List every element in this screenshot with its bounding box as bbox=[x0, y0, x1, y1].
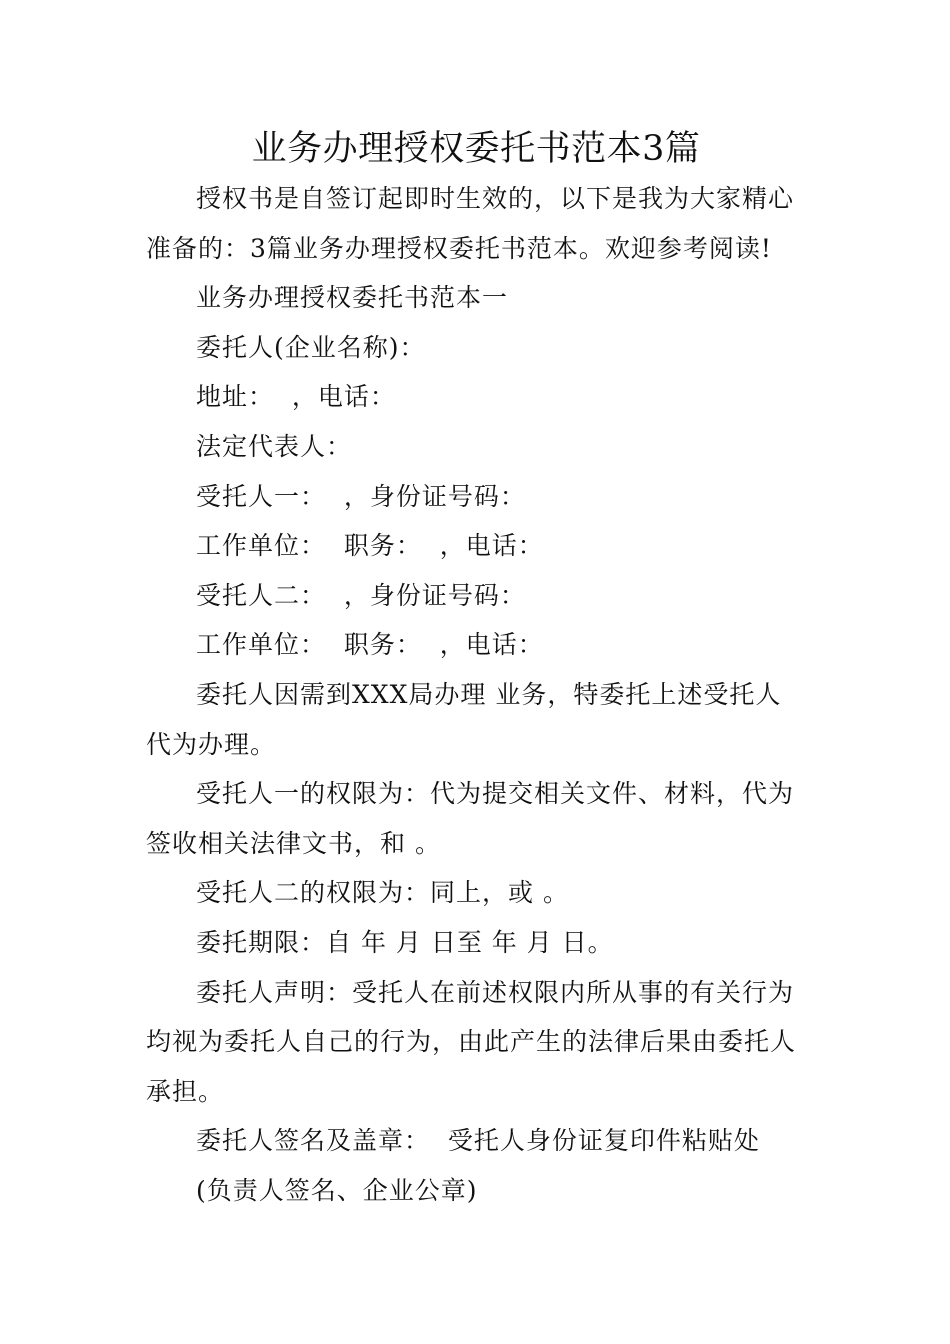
paragraph-agent-one: 受托人一： ，身份证号码： bbox=[196, 481, 526, 511]
paragraph-intro: 授权书是自签订起即时生效的，以下是我为大家精心准备的：3篇业务办理授权委托书范本。欢迎参考阅读! bbox=[146, 184, 795, 263]
paragraph-agent-two-scope: 受托人二的权限为：同上，或 。 bbox=[196, 878, 569, 908]
document-page bbox=[146, 124, 806, 1215]
paragraph-signature-note: (负责人签名、企业公章) bbox=[196, 1175, 478, 1205]
paragraph-agent-two: 受托人二： ，身份证号码： bbox=[196, 580, 526, 610]
paragraph-agent-one-work: 工作单位： 职务： ，电话： bbox=[196, 531, 544, 561]
paragraph-agent-two-work: 工作单位： 职务： ，电话： bbox=[196, 630, 544, 660]
paragraph-section-heading: 业务办理授权委托书范本一 bbox=[196, 283, 509, 313]
paragraph-term: 委托期限：自 年 月 日至 年 月 日。 bbox=[196, 927, 614, 957]
paragraph-declaration: 委托人声明：受托人在前述权限内所从事的有关行为均视为委托人自己的行为，由此产生的法律后果由委托人承担。 bbox=[146, 977, 797, 1106]
paragraph-address: 地址： ，电话： bbox=[196, 382, 396, 412]
paragraph-signature: 委托人签名及盖章： 受托人身份证复印件粘贴处 bbox=[196, 1126, 760, 1156]
paragraph-principal: 委托人(企业名称)： bbox=[196, 332, 426, 362]
paragraph-purpose: 委托人因需到XXX局办理 业务，特委托上述受托人代为办理。 bbox=[146, 679, 782, 759]
paragraph-agent-one-scope: 受托人一的权限为：代为提交相关文件、材料，代为签收相关法律文书，和 。 bbox=[146, 779, 795, 858]
paragraph-legal-rep: 法定代表人： bbox=[196, 431, 353, 461]
document-title: 业务办理授权委托书范本3篇 bbox=[251, 129, 701, 169]
